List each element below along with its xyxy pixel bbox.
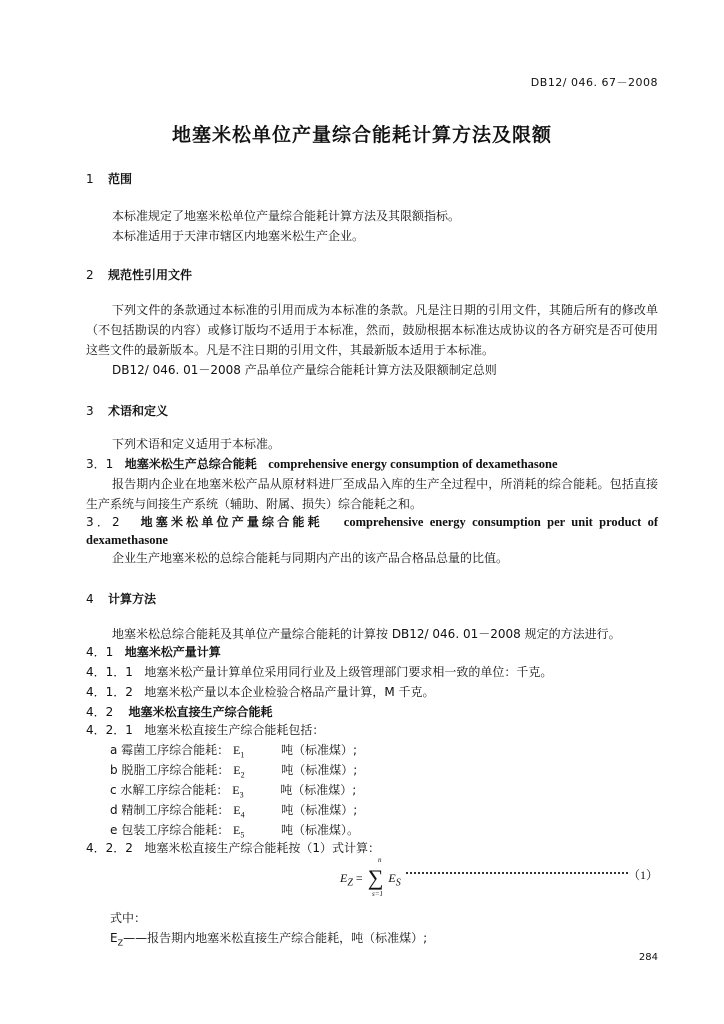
where-definition [110, 928, 427, 953]
clause-4-2-1 [86, 720, 324, 740]
symbol: E [233, 823, 241, 837]
term-3-1 [86, 454, 558, 474]
item-unit: 吨（标准煤）; [281, 743, 358, 757]
section-title: 计算方法 [108, 592, 157, 606]
section-1-heading [86, 170, 132, 187]
term-number: 3．1 [86, 457, 114, 471]
symbol-subscript: Z [347, 877, 353, 889]
paragraph: 本标准适用于天津市辖区内地塞米松生产企业。 [112, 229, 365, 243]
paragraph: 地塞米松总综合能耗及其单位产量综合能耗的计算按 DB12/ 046. 01－2008 规定的方法进行。 [112, 627, 621, 641]
clause-text: 地塞米松产量以本企业检验合格品产量计算，M 千克。 [144, 685, 435, 699]
document-code: DB12/ 046. 67－2008 [530, 76, 658, 89]
section-title: 规范性引用文件 [108, 268, 193, 282]
sum-lower-limit: s=1 [372, 890, 383, 898]
section-title: 范围 [108, 172, 133, 186]
clause-number: 4．2．1 [86, 723, 133, 737]
symbol: E [233, 763, 241, 777]
document-title: 地塞米松单位产量综合能耗计算方法及限额 [171, 124, 552, 146]
section-number: 1 [86, 172, 94, 186]
section-3-heading [86, 402, 168, 419]
formula-1 [340, 856, 658, 898]
section-number: 4 [86, 592, 94, 606]
term-chinese: 地塞米松单位产量综合能耗 [140, 515, 323, 529]
clause-number: 4．2．2 [86, 841, 133, 855]
clause-text: 地塞米松直接生产综合能耗按（1）式计算： [144, 841, 380, 855]
item-label: d 精制工序综合能耗： [110, 803, 230, 817]
symbol-subscript: S [395, 877, 401, 889]
clause-4-1 [86, 642, 221, 662]
clause-4-1-2 [86, 682, 435, 702]
clause-4-2 [86, 702, 273, 722]
clause-number: 4．1．2 [86, 685, 133, 699]
term-english-continued: dexamethasone [86, 533, 168, 547]
term-3-2 [86, 512, 658, 532]
symbol: E [232, 783, 240, 797]
item-unit: 吨（标准煤）; [280, 783, 357, 797]
clause-4-2-2 [86, 838, 380, 858]
definition-text: ——报告期内地塞米松直接生产综合能耗，吨（标准煤）; [123, 931, 428, 945]
term-definition: 报告期内企业在地塞米松产品从原材料进厂至成品入库的生产全过程中，所消耗的综合能耗。包括直接生产系统与间接生产系统（辅助、附属、损失）综合能耗之和。 [86, 477, 658, 511]
symbol-subscript: 1 [240, 750, 245, 760]
section-number: 2 [86, 268, 94, 282]
symbol-subscript: 2 [240, 770, 245, 780]
symbol-subscript: 5 [240, 830, 245, 840]
section-2-heading [86, 266, 192, 283]
symbol: E [233, 803, 241, 817]
clause-number: 4．1．1 [86, 665, 133, 679]
item-unit: 吨（标准煤）。 [281, 823, 360, 837]
normative-reference: DB12/ 046. 01－2008 产品单位产量综合能耗计算方法及限额制定总则 [112, 363, 497, 377]
symbol-subscript: 4 [240, 810, 245, 820]
item-label: c 水解工序综合能耗： [110, 783, 229, 797]
item-label: a 霉菌工序综合能耗： [110, 743, 230, 757]
item-unit: 吨（标准煤）; [281, 763, 358, 777]
paragraph: 下列文件的条款通过本标准的引用而成为本标准的条款。凡是注日期的引用文件，其随后所有的修改单（不包括勘误的内容）或修订版均不适用于本标准，然而，鼓励根据本标准达成协议的各方研究是否可使用这些文件的最新版本。凡是不注日期的引用文件，其最新版本适用于本标准。 [86, 303, 658, 357]
item-unit: 吨（标准煤）; [281, 803, 358, 817]
clause-4-1-1 [86, 662, 552, 682]
term-english: comprehensive energy consumption per unit product of [343, 515, 658, 529]
clause-title: 地塞米松产量计算 [124, 645, 221, 659]
item-label: b 脱脂工序综合能耗： [110, 763, 230, 777]
symbol: E [110, 931, 118, 945]
section-4-heading [86, 590, 156, 607]
term-number: 3．2 [86, 515, 120, 529]
clause-text: 地塞米松产量计算单位采用同行业及上级管理部门要求相一致的单位：千克。 [144, 665, 553, 679]
leader-dots [406, 872, 628, 874]
paragraph: 下列术语和定义适用于本标准。 [112, 437, 281, 451]
symbol-subscript: 3 [239, 790, 244, 800]
item-label: e 包装工序综合能耗： [110, 823, 230, 837]
term-chinese: 地塞米松生产总综合能耗 [124, 457, 257, 471]
term-english: comprehensive energy consumption of dexamethasone [268, 457, 558, 471]
symbol: E [233, 743, 241, 757]
paragraph: 本标准规定了地塞米松单位产量综合能耗计算方法及其限额指标。 [112, 209, 461, 223]
equals-sign: = [355, 871, 363, 885]
section-title: 术语和定义 [108, 404, 169, 418]
clause-number: 4．1 [86, 645, 114, 659]
clause-title: 地塞米松直接生产综合能耗 [128, 705, 273, 719]
formula-rhs [388, 871, 401, 889]
equation-number: （1） [627, 868, 658, 882]
clause-number: 4．2 [86, 705, 114, 719]
symbol-subscript: Z [117, 938, 124, 948]
term-definition: 企业生产地塞米松的总综合能耗与同期内产出的该产品合格品总量的比值。 [112, 551, 509, 565]
sum-upper-limit: n [378, 856, 382, 864]
sum-sign: ∑ [367, 865, 384, 890]
symbol: E [388, 871, 396, 885]
section-number: 3 [86, 404, 94, 418]
page-number: 284 [638, 952, 658, 963]
clause-text: 地塞米松直接生产综合能耗包括： [144, 723, 325, 737]
where-label: 式中： [110, 911, 147, 925]
formula-lhs [340, 871, 353, 889]
symbol: E [340, 871, 348, 885]
